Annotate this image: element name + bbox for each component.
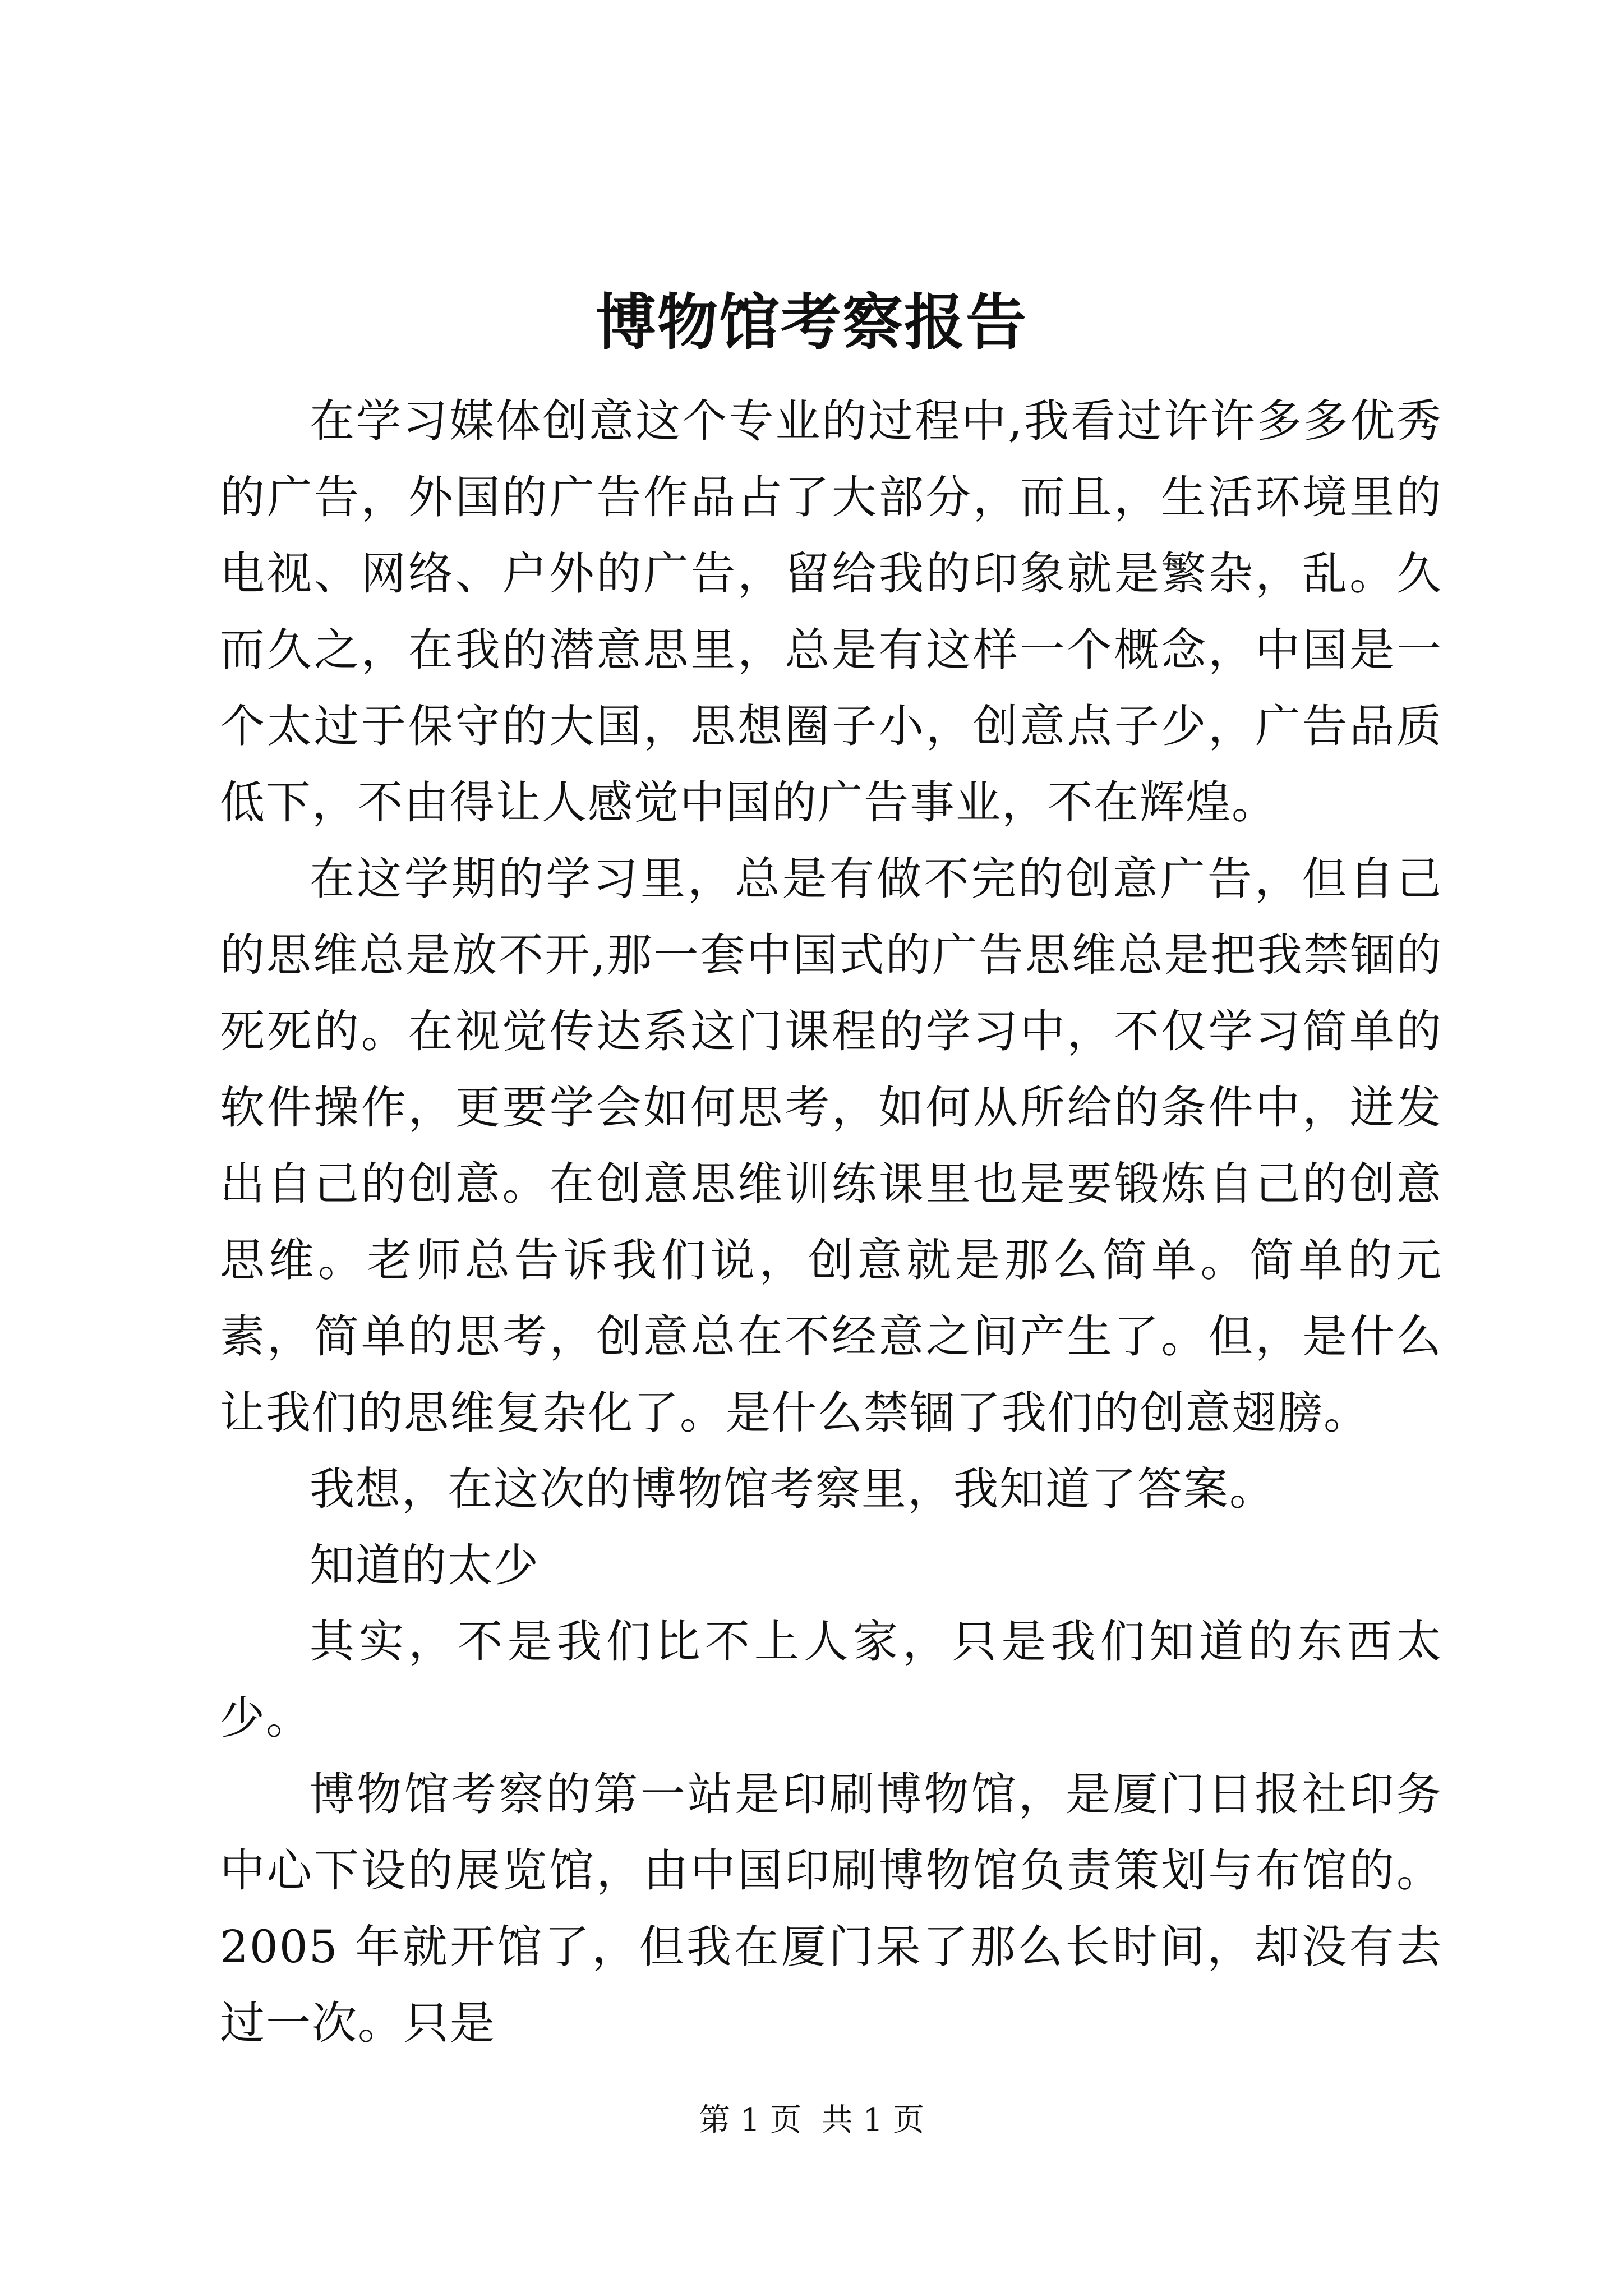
page-footer xyxy=(0,2098,1623,2143)
document-title: 博物馆考察报告 xyxy=(595,287,1027,358)
paragraph: 博物馆考察的第一站是印刷博物馆，是厦门日报社印务中心下设的展览馆，由中国印刷博物馆负责策划与布馆的。2005 年就开馆了，但我在厦门呆了那么长时间，却没有去过一次。只是 xyxy=(220,1768,1442,2049)
paragraph: 其实，不是我们比不上人家，只是我们知道的东西太少。 xyxy=(220,1616,1442,1744)
paragraph: 在这学期的学习里，总是有做不完的创意广告，但自己的思维总是放不开,那一套中国式的广告思维总是把我禁锢的死死的。在视觉传达系这门课程的学习中，不仅学习简单的软件操作，更要学会如何思考，如何从所给的条件中，迸发出自己的创意。在创意思维训练课里也是要锻炼自己的创意思维。老师总告诉我们说，创意就是那么简单。简单的元素，简单的思考，创意总在不经意之间产生了。但，是什么让我们的思维复杂化了。是什么禁锢了我们的创意翅膀。 xyxy=(220,853,1442,1439)
paragraph: 在学习媒体创意这个专业的过程中,我看过许许多多优秀的广告，外国的广告作品占了大部分，而且，生活环境里的电视、网络、户外的广告，留给我的印象就是繁杂，乱。久而久之，在我的潜意思里，总是有这样一个概念，中国是一个太过于保守的大国，思想圈子小，创意点子少，广告品质低下，不由得让人感觉中国的广告事业，不在辉煌。 xyxy=(220,395,1442,829)
paragraph: 我想，在这次的博物馆考察里，我知道了答案。 xyxy=(310,1463,1275,1515)
footer-spacer xyxy=(801,2102,822,2138)
page-number: 第 1 页 xyxy=(698,2102,802,2138)
section-heading: 知道的太少 xyxy=(310,1539,540,1591)
page-total: 共 1 页 xyxy=(821,2102,925,2138)
document-body xyxy=(220,383,1442,2062)
